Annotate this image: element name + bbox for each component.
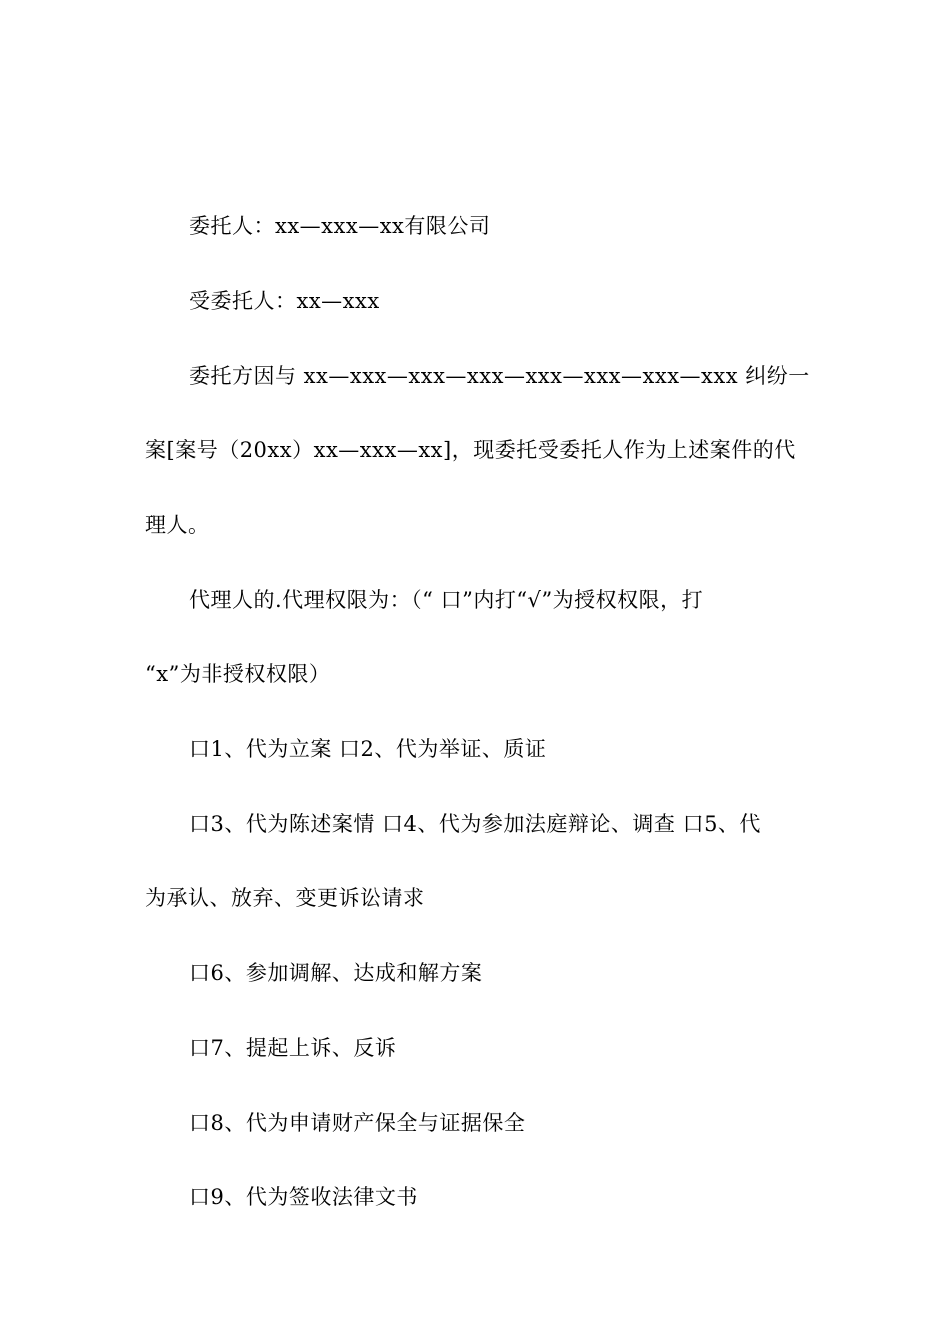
- authority-item-6: 口6、参加调解、达成和解方案: [189, 961, 483, 985]
- authority-intro-line-2: “x”为非授权权限）: [145, 662, 331, 686]
- authority-item-9: 口9、代为签收法律文书: [189, 1185, 418, 1209]
- authority-intro-line-1: 代理人的.代理权限为：（“ 口”内打“√”为授权权限，打: [189, 588, 704, 612]
- authority-item-3-5-line-2: 为承认、放弃、变更诉讼请求: [145, 886, 425, 910]
- principal-line: 委托人：xx—xxx—xx有限公司: [189, 214, 491, 238]
- authority-item-3-5-line-1: 口3、代为陈述案情 口4、代为参加法庭辩论、调查 口5、代: [189, 812, 761, 836]
- authority-item-1-2: 口1、代为立案 口2、代为举证、质证: [189, 737, 547, 761]
- authority-item-7: 口7、提起上诉、反诉: [189, 1036, 397, 1060]
- dispute-line-1: 委托方因与 xx—xxx—xxx—xxx—xxx—xxx—xxx—xxx 纠纷一: [189, 364, 810, 388]
- agent-line: 受委托人：xx—xxx: [189, 289, 380, 313]
- authority-item-8: 口8、代为申请财产保全与证据保全: [189, 1111, 526, 1135]
- dispute-line-2: 案[案号（20xx）xx—xxx—xx]，现委托受委托人作为上述案件的代: [145, 438, 796, 462]
- dispute-line-3: 理人。: [145, 513, 210, 537]
